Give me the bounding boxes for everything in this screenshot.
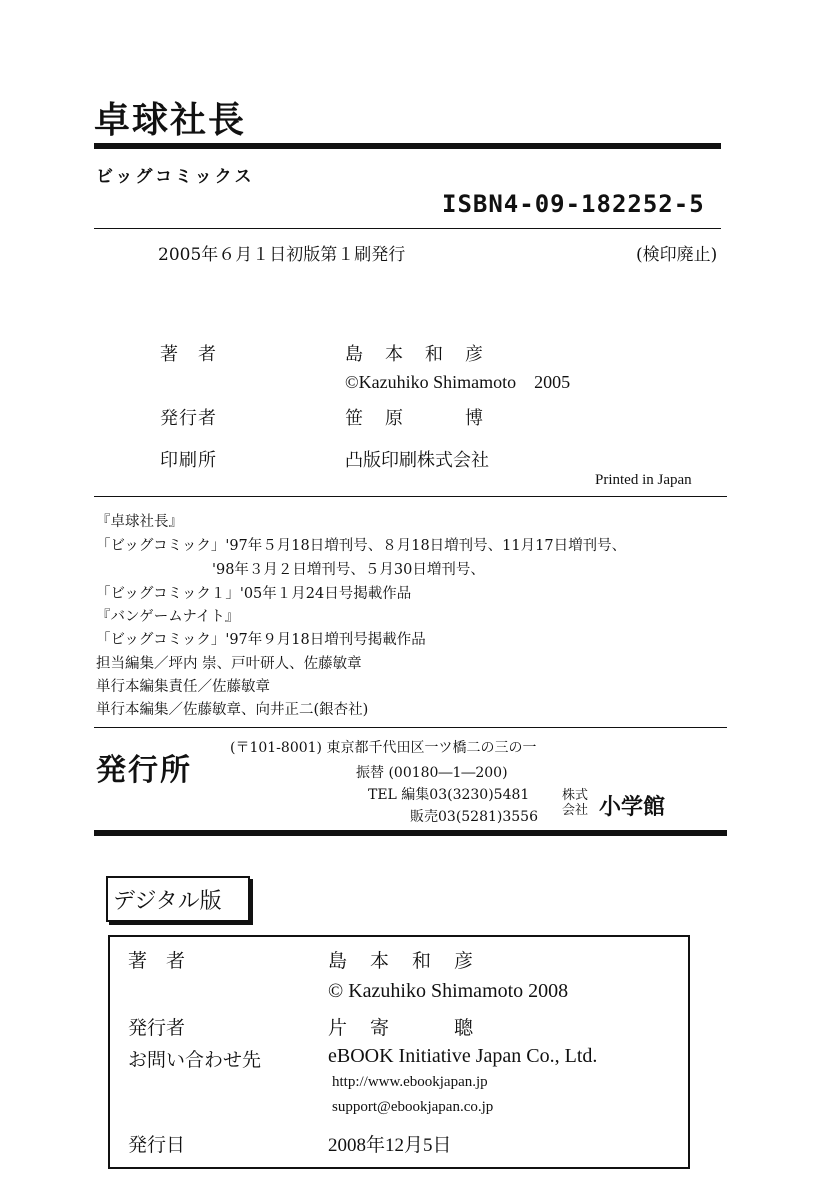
digital-url: http://www.ebookjapan.jp (332, 1074, 488, 1090)
printer-name: 凸版印刷株式会社 (345, 450, 489, 471)
title-rule (94, 143, 721, 149)
copyright: ©Kazuhiko Shimamoto 2005 (345, 372, 571, 392)
digital-copyright: © Kazuhiko Shimamoto 2008 (328, 980, 569, 1002)
credit-line: 『バンゲームナイト』 (96, 609, 240, 625)
credit-line: 単行本編集／佐藤敏章、向井正二(銀杏社) (96, 702, 369, 718)
digital-publisher-name: 片 寄 聰 (328, 1017, 476, 1039)
author-label: 著 者 (160, 344, 217, 365)
printed-in-japan: Printed in Japan (595, 472, 692, 488)
publisher-transfer: 振替 (00180―1―200) (356, 765, 508, 781)
publisher-person: 笹 原 博 (345, 408, 485, 429)
publisher-tel-edit: TEL 編集03(3230)5481 (368, 787, 530, 803)
corporation-mark: 株式 会社 (561, 788, 588, 818)
credit-line: 「ビッグコミック１」'05年１月24日号掲載作品 (96, 586, 412, 602)
credit-line: 「ビッグコミック」'97年９月18日増刊号掲載作品 (96, 632, 426, 648)
author-name: 島 本 和 彦 (345, 344, 485, 365)
publisher-label: 発行所 (96, 753, 192, 788)
digital-author-name: 島 本 和 彦 (328, 950, 476, 972)
digital-author-label: 著 者 (128, 950, 186, 972)
credits-rule (94, 727, 727, 728)
credit-line: 担当編集／坪内 崇、戸叶研人、佐藤敏章 (96, 656, 362, 672)
book-title: 卓球社長 (94, 100, 247, 141)
credit-line: 『卓球社長』 (96, 514, 183, 530)
digital-email: support@ebookjapan.co.jp (332, 1099, 494, 1115)
publisher-address: (〒101-8001) 東京都千代田区一ツ橋二の三の一 (230, 740, 537, 756)
printer-label: 印刷所 (160, 450, 217, 471)
publisher-rule (94, 830, 727, 836)
colophon-rule (94, 496, 727, 497)
digital-contact-label: お問い合わせ先 (128, 1049, 262, 1071)
digital-publisher-label: 発行者 (128, 1017, 186, 1039)
publisher-name: 小学館 (599, 795, 666, 820)
credit-line: 「ビッグコミック」'97年５月18日増刊号、８月18日増刊号、11月17日増刊号、 (96, 538, 627, 554)
publisher-tel-sales: 販売03(5281)3556 (410, 809, 538, 825)
digital-date-label: 発行日 (128, 1134, 186, 1156)
publisher-person-label: 発行者 (160, 408, 217, 429)
digital-heading: デジタル版 (113, 889, 222, 914)
digital-date: 2008年12月5日 (328, 1135, 452, 1156)
digital-contact-company: eBOOK Initiative Japan Co., Ltd. (328, 1045, 598, 1067)
credit-line: '98年３月２日増刊号、５月30日増刊号、 (96, 562, 485, 578)
credit-line: 単行本編集責任／佐藤敏章 (96, 679, 270, 695)
no-seal-note: (検印廃止) (636, 245, 718, 265)
isbn: ISBN4-09-182252-5 (442, 190, 705, 218)
isbn-rule (94, 228, 721, 229)
series-name: ビッグコミックス (96, 167, 255, 187)
first-edition-date: 2005年６月１日初版第１刷発行 (158, 245, 406, 265)
